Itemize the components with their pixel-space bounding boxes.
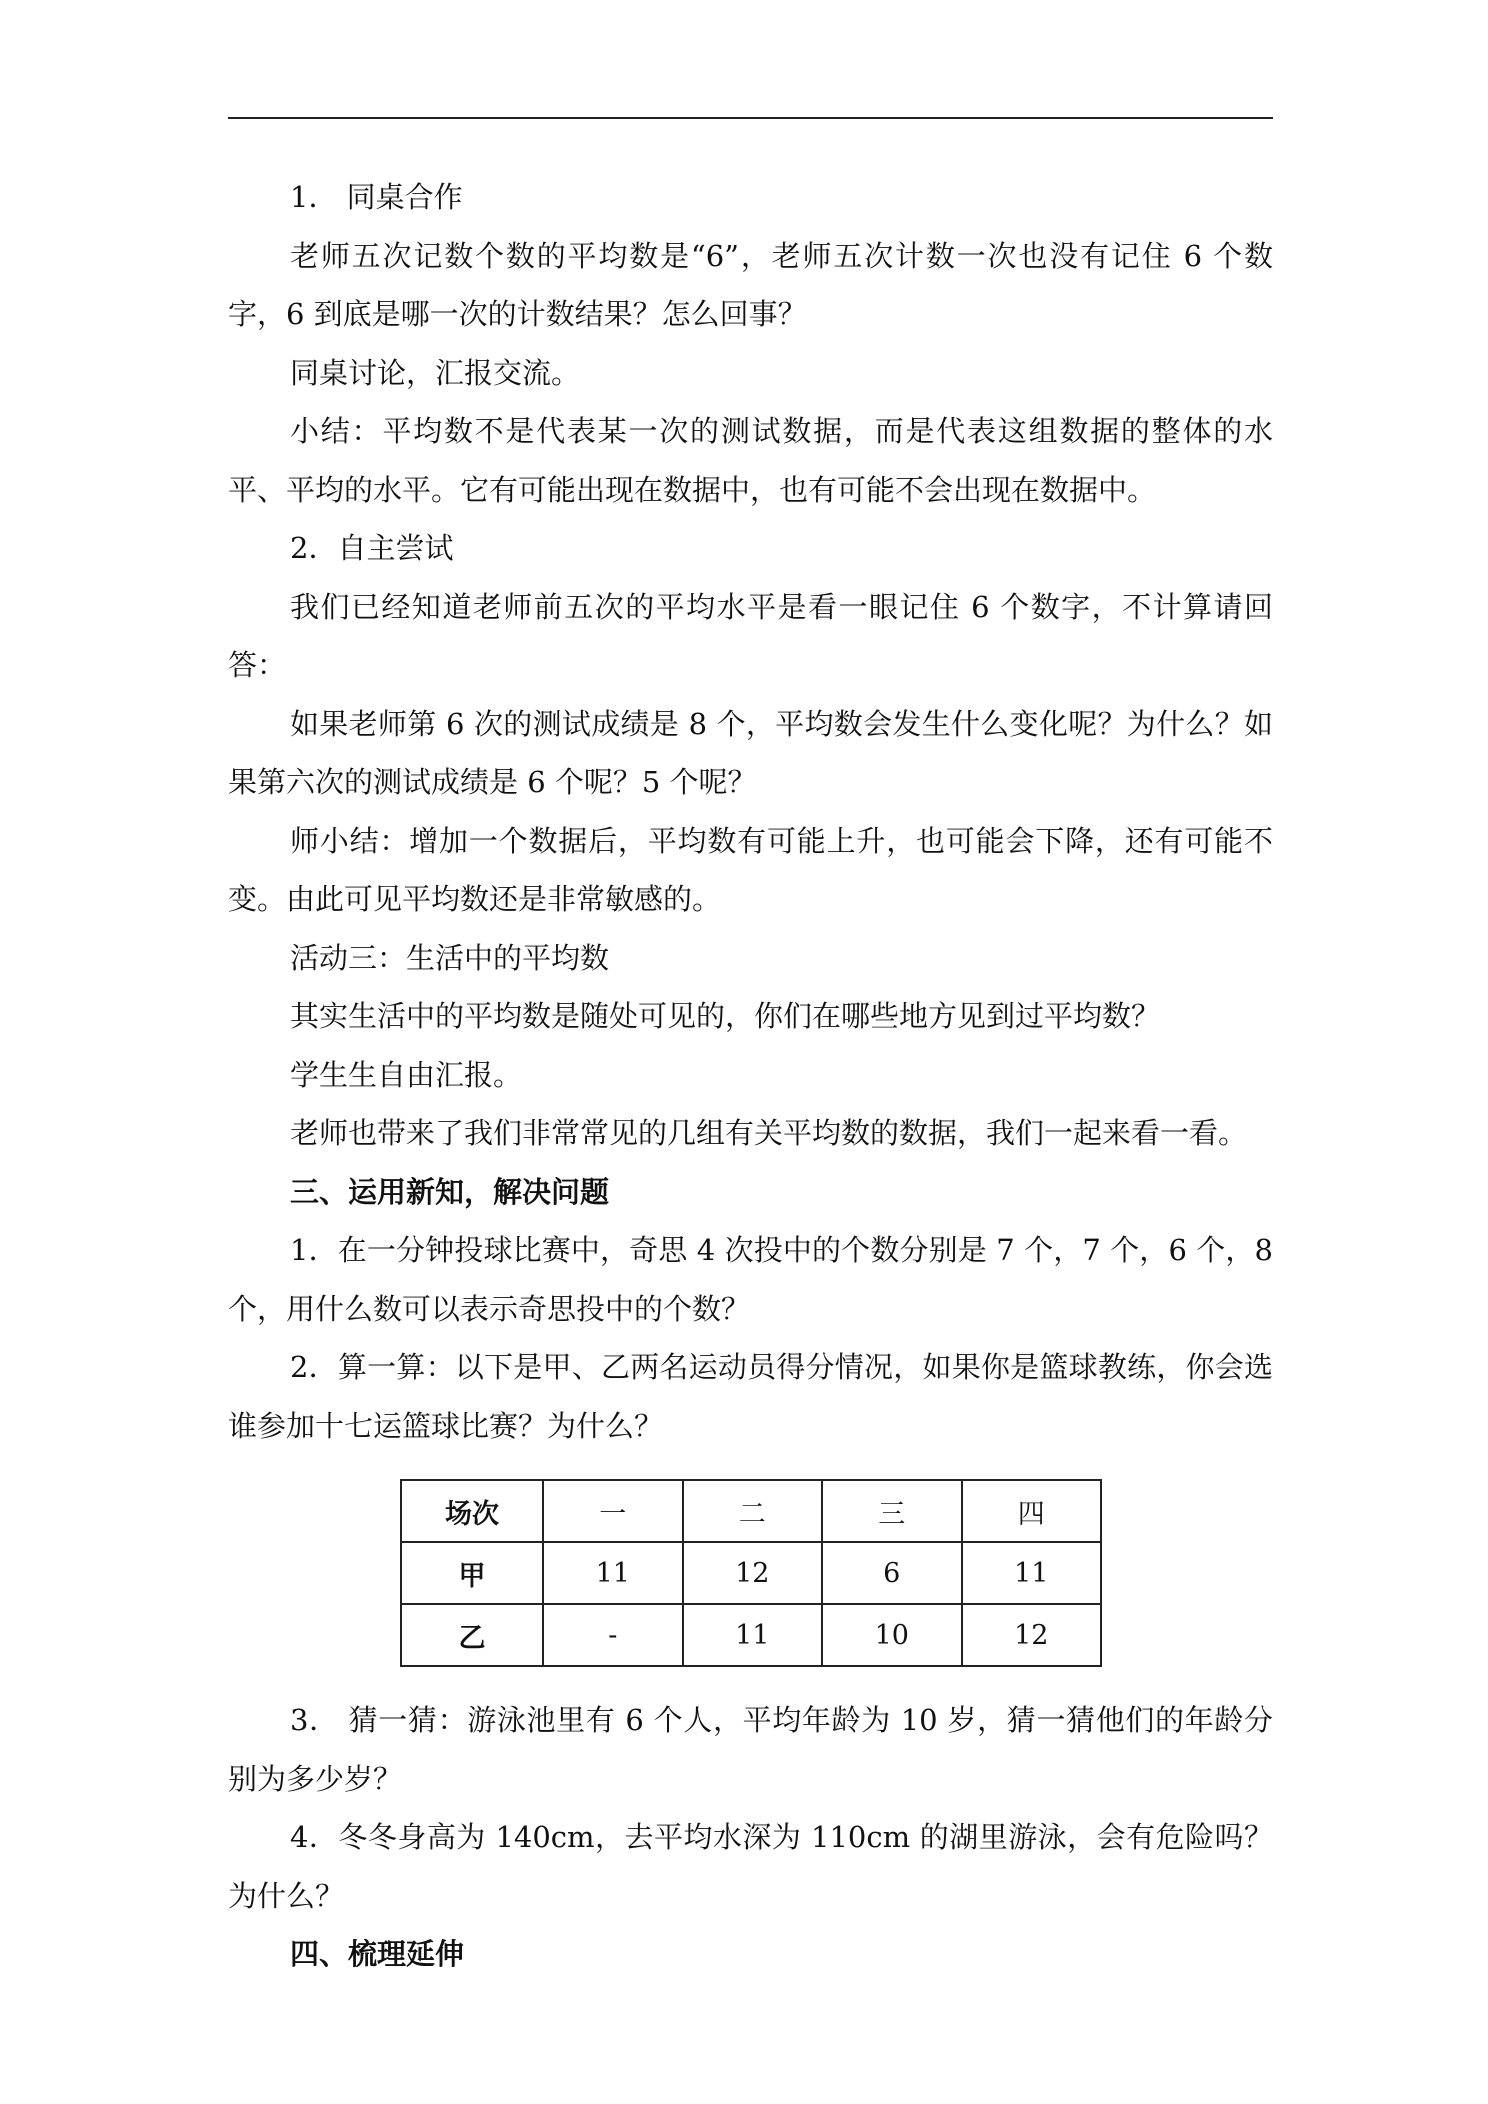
table-row [401,1604,1101,1666]
table-cell: 6 [822,1542,962,1604]
table-cell: 11 [543,1542,683,1604]
table-cell: 12 [683,1542,823,1604]
table-cell: 二 [683,1480,823,1542]
table-row [401,1542,1101,1604]
section-heading: 三、运用新知，解决问题 [290,1174,610,1209]
paragraph: 3． 猜一猜：游泳池里有 6 个人，平均年龄为 10 岁，猜一猜他们的年龄分别为多少岁？ [228,1703,1273,1796]
table-row-label: 乙 [401,1604,543,1666]
paragraph: 老师五次记数个数的平均数是“6”，老师五次计数一次也没有记住 6 个数字，6 到底是哪一次的计数结果？怎么回事？ [228,238,1273,331]
paragraph: 活动三：生活中的平均数 [290,940,610,975]
paragraph: 小结：平均数不是代表某一次的测试数据，而是代表这组数据的整体的水平、平均的水平。它有可能出现在数据中，也有可能不会出现在数据中。 [228,414,1273,507]
table-cell: 12 [962,1604,1102,1666]
paragraph: 1． 同桌合作 [290,180,463,214]
score-table [400,1479,1102,1667]
paragraph: 其实生活中的平均数是随处可见的，你们在哪些地方见到过平均数？ [290,999,1161,1033]
header-rule [228,117,1273,119]
table-cell: 三 [822,1480,962,1542]
paragraph: 同桌讨论，汇报交流。 [290,355,581,390]
score-table-wrapper [228,1479,1273,1667]
paragraph: 1．在一分钟投球比赛中，奇思 4 次投中的个数分别是 7 个，7 个，6 个，8 个，用什么数可以表示奇思投中的个数？ [228,1233,1273,1326]
paragraph: 老师也带来了我们非常常见的几组有关平均数的数据，我们一起来看一看。 [290,1116,1248,1150]
text-block-upper [228,168,1273,1455]
document-body [228,168,1273,1984]
paragraph: 学生生自由汇报。 [290,1057,523,1092]
table-cell: - [543,1604,683,1666]
table-cell: 10 [822,1604,962,1666]
table-row-label: 甲 [401,1542,543,1604]
table-cell: 一 [543,1480,683,1542]
paragraph: 如果老师第 6 次的测试成绩是 8 个，平均数会发生什么变化呢？为什么？如果第六次的测试成绩是 6 个呢？5 个呢？ [228,706,1273,799]
paragraph: 4．冬冬身高为 140cm，去平均水深为 110cm 的湖里游泳，会有危险吗？为什么？ [228,1820,1273,1913]
table-row-label: 场次 [401,1480,543,1542]
section-heading: 四、梳理延伸 [290,1937,465,1971]
table-cell: 11 [962,1542,1102,1604]
paragraph: 师小结：增加一个数据后，平均数有可能上升，也可能会下降，还有可能不变。由此可见平均数还是非常敏感的。 [228,823,1273,916]
text-block-lower [228,1691,1273,1984]
table-header-row [401,1480,1101,1542]
paragraph: 2．自主尝试 [290,531,454,565]
paragraph: 2．算一算：以下是甲、乙两名运动员得分情况，如果你是篮球教练，你会选谁参加十七运篮球比赛？为什么？ [228,1350,1273,1443]
paragraph: 我们已经知道老师前五次的平均水平是看一眼记住 6 个数字，不计算请回答： [228,589,1273,682]
table-cell: 四 [962,1480,1102,1542]
table-cell: 11 [683,1604,823,1666]
